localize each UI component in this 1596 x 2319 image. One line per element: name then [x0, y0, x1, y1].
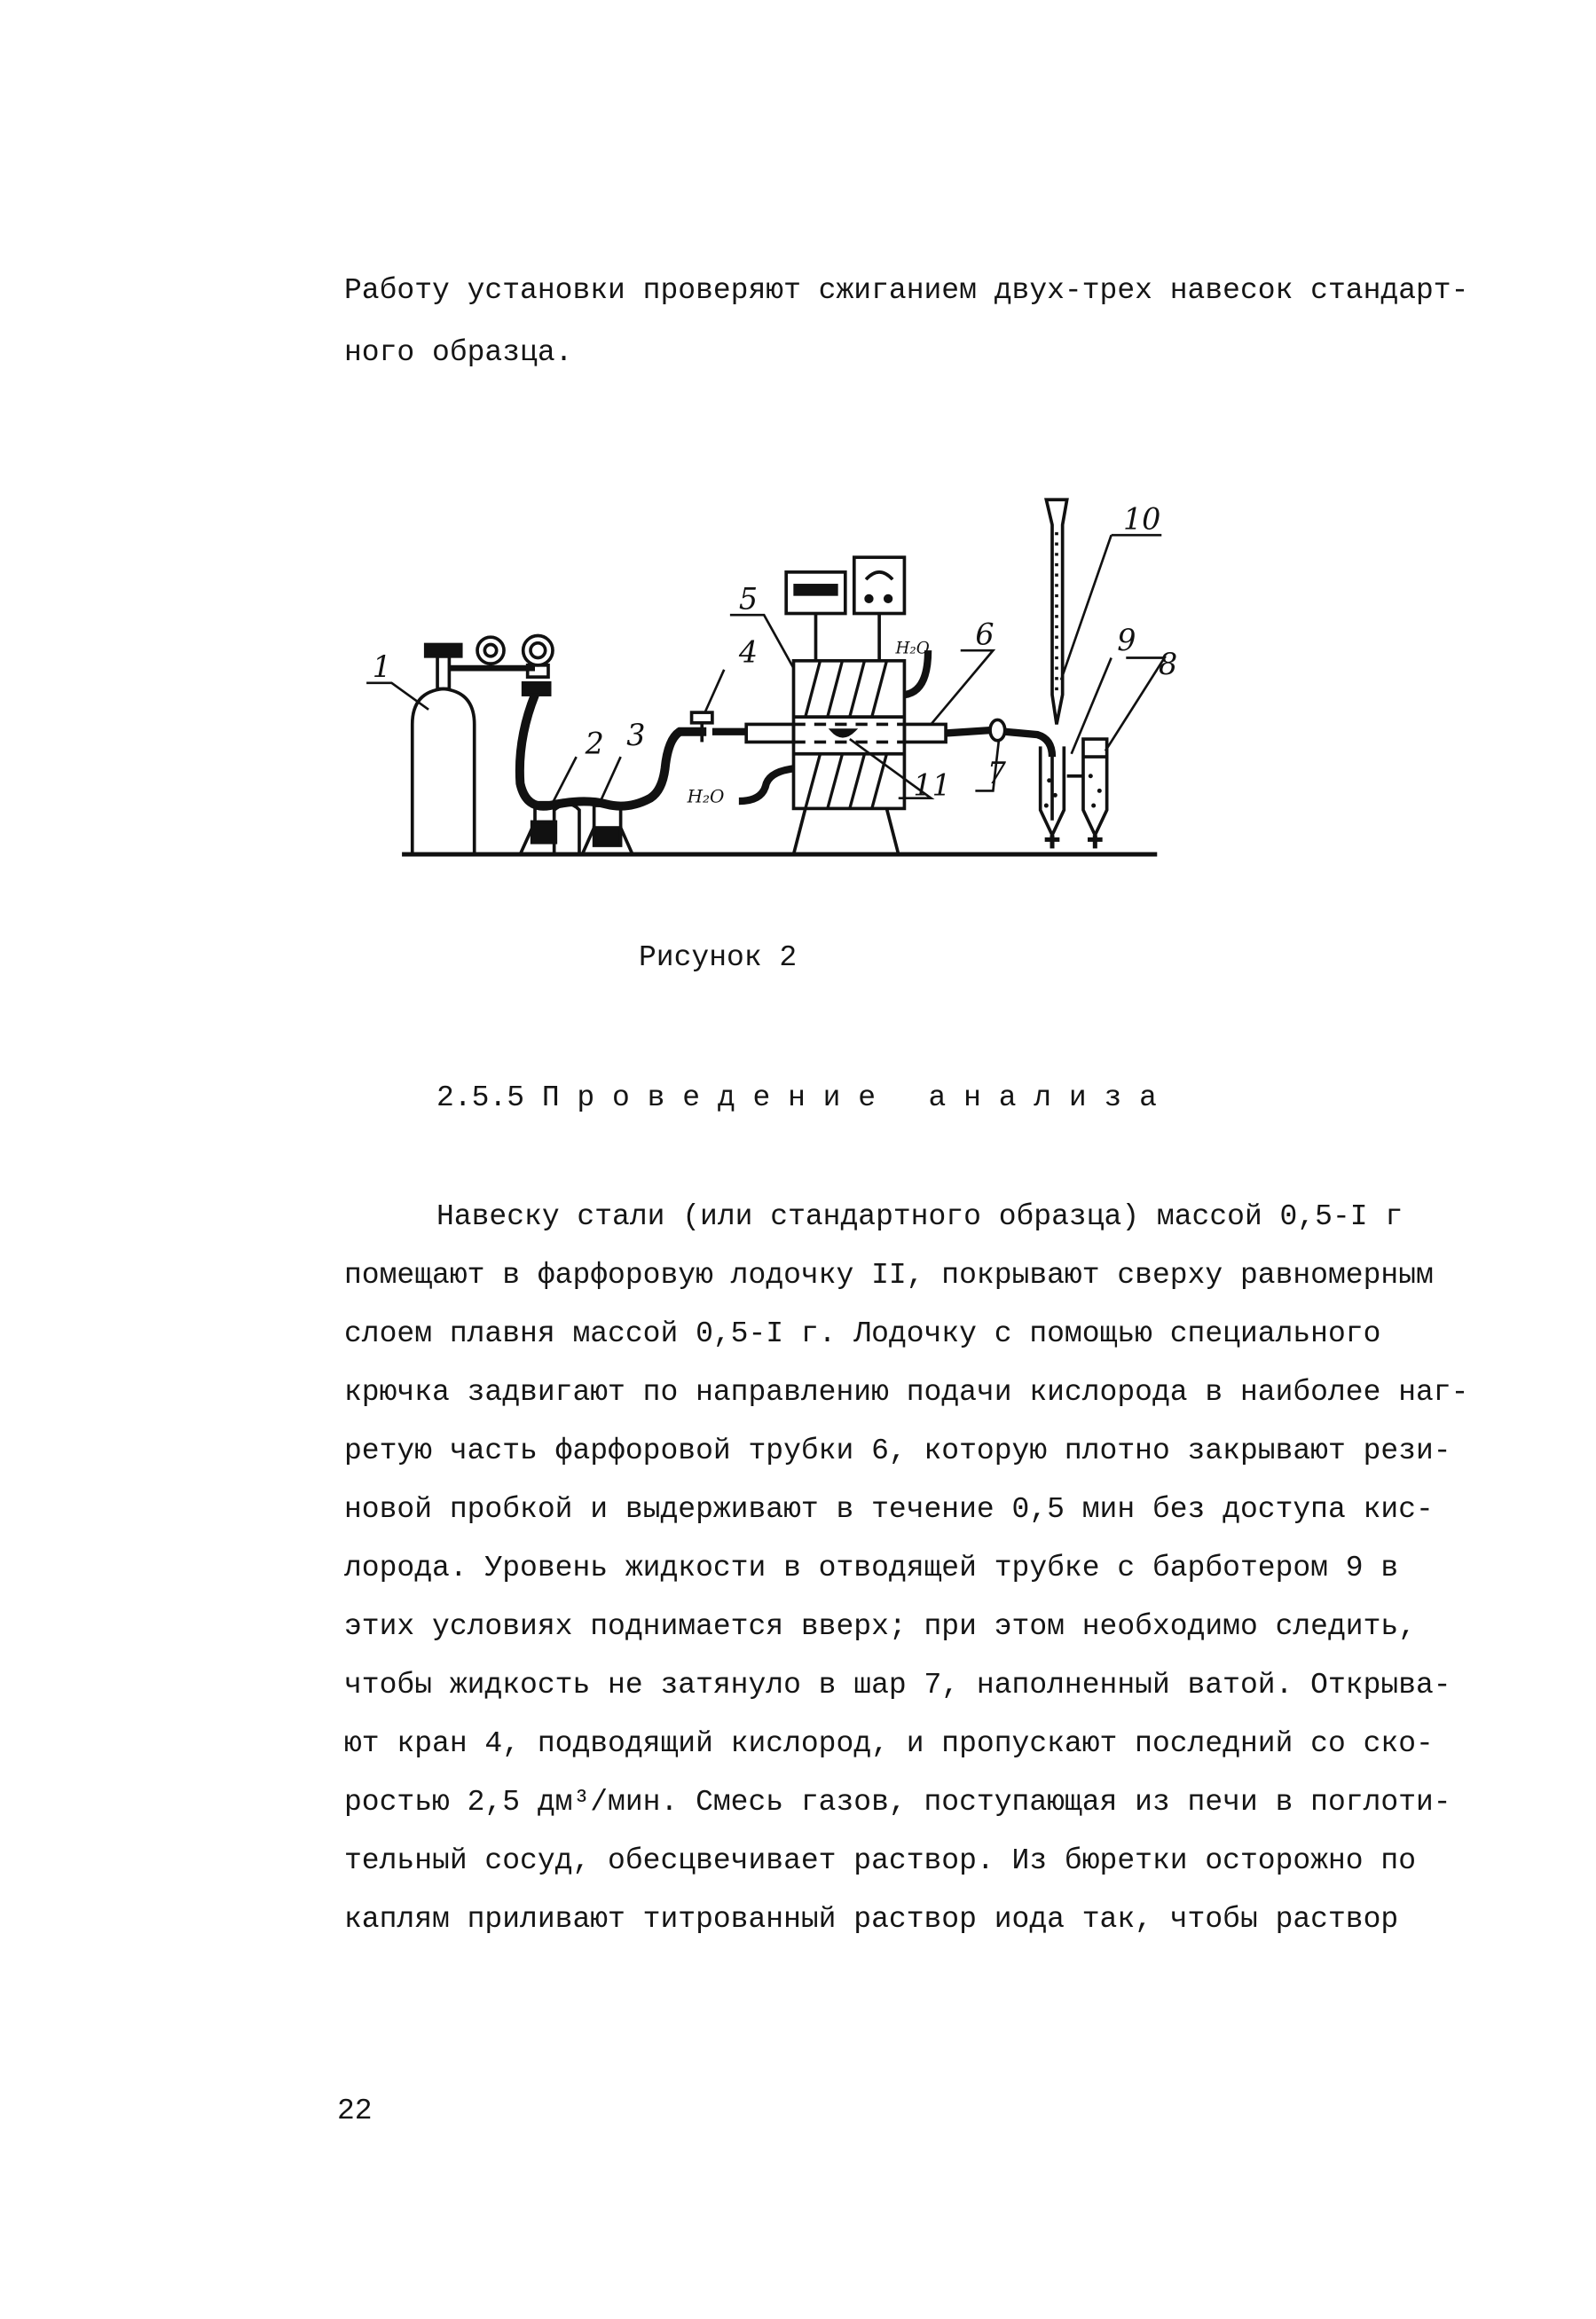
intro-line-2: ного образца. — [344, 336, 573, 369]
body-line: Навеску стали (или стандартного образца) массой 0,5-I г — [436, 1200, 1403, 1233]
pressure-gauge-2 — [523, 635, 553, 664]
body-line: помещают в фарфоровую лодочку II, покрывают сверху равномерным — [344, 1259, 1434, 1292]
label-6: 6 — [975, 617, 995, 652]
body-line: ростью 2,5 дм³/мин. Смесь газов, поступающая из печи в поглоти- — [344, 1786, 1451, 1819]
gas-hose — [520, 695, 706, 806]
absorption-vessel-8 — [1083, 739, 1107, 835]
label-7: 7 — [987, 756, 1006, 791]
label-9: 9 — [1117, 623, 1136, 658]
oxygen-cylinder — [413, 688, 475, 854]
valve-4 — [692, 712, 712, 723]
section-heading: 2.5.5 П р о в е д е н и е а н а л и з а — [436, 1081, 1157, 1114]
body-line: слоем плавня массой 0,5-I г. Лодочку с помощью специального — [344, 1317, 1381, 1350]
body-line: лорода. Уровень жидкости в отводящей трубке с барботером 9 в — [344, 1552, 1399, 1584]
intro-line-1: Работу установки проверяют сжиганием двух-трех навесок стандарт- — [344, 274, 1469, 307]
label-water-top: H₂O — [895, 639, 930, 658]
cotton-ball-7 — [990, 719, 1005, 740]
body-line: ют кран 4, подводящий кислород, и пропускают последний со ско- — [344, 1727, 1434, 1760]
label-4: 4 — [738, 634, 759, 670]
body-line: крючка задвигают по направлению подачи кислорода в наиболее наг- — [344, 1376, 1469, 1409]
label-11: 11 — [913, 767, 951, 803]
label-water-bottom: H₂O — [687, 785, 725, 807]
porcelain-boat — [832, 730, 854, 736]
label-8: 8 — [1158, 646, 1178, 681]
pressure-gauge-1 — [477, 637, 504, 664]
label-10: 10 — [1122, 501, 1161, 537]
body-line: новой пробкой и выдерживают в течение 0,5 мин без доступа кис- — [344, 1493, 1434, 1526]
porcelain-tube — [746, 724, 793, 742]
body-line: ретую часть фарфоровой трубки 6, которую плотно закрывают рези- — [344, 1435, 1451, 1467]
body-line: каплям приливают титрованный раствор иода так, чтобы раствор — [344, 1903, 1399, 1936]
regulator-meter — [854, 557, 905, 613]
page-number: 22 — [337, 2095, 373, 2127]
figure-caption: Рисунок 2 — [639, 941, 798, 974]
body-line: чтобы жидкость не затянуло в шар 7, наполненный ватой. Открыва- — [344, 1669, 1451, 1702]
body-line: этих условиях поднимается вверх; при этом необходимо следить, — [344, 1610, 1416, 1643]
label-5: 5 — [738, 581, 759, 617]
label-2: 2 — [585, 726, 604, 761]
label-3: 3 — [626, 717, 646, 752]
label-1: 1 — [372, 649, 391, 685]
body-line: тельный сосуд, обесцвечивает раствор. Из бюретки осторожно по — [344, 1844, 1416, 1877]
